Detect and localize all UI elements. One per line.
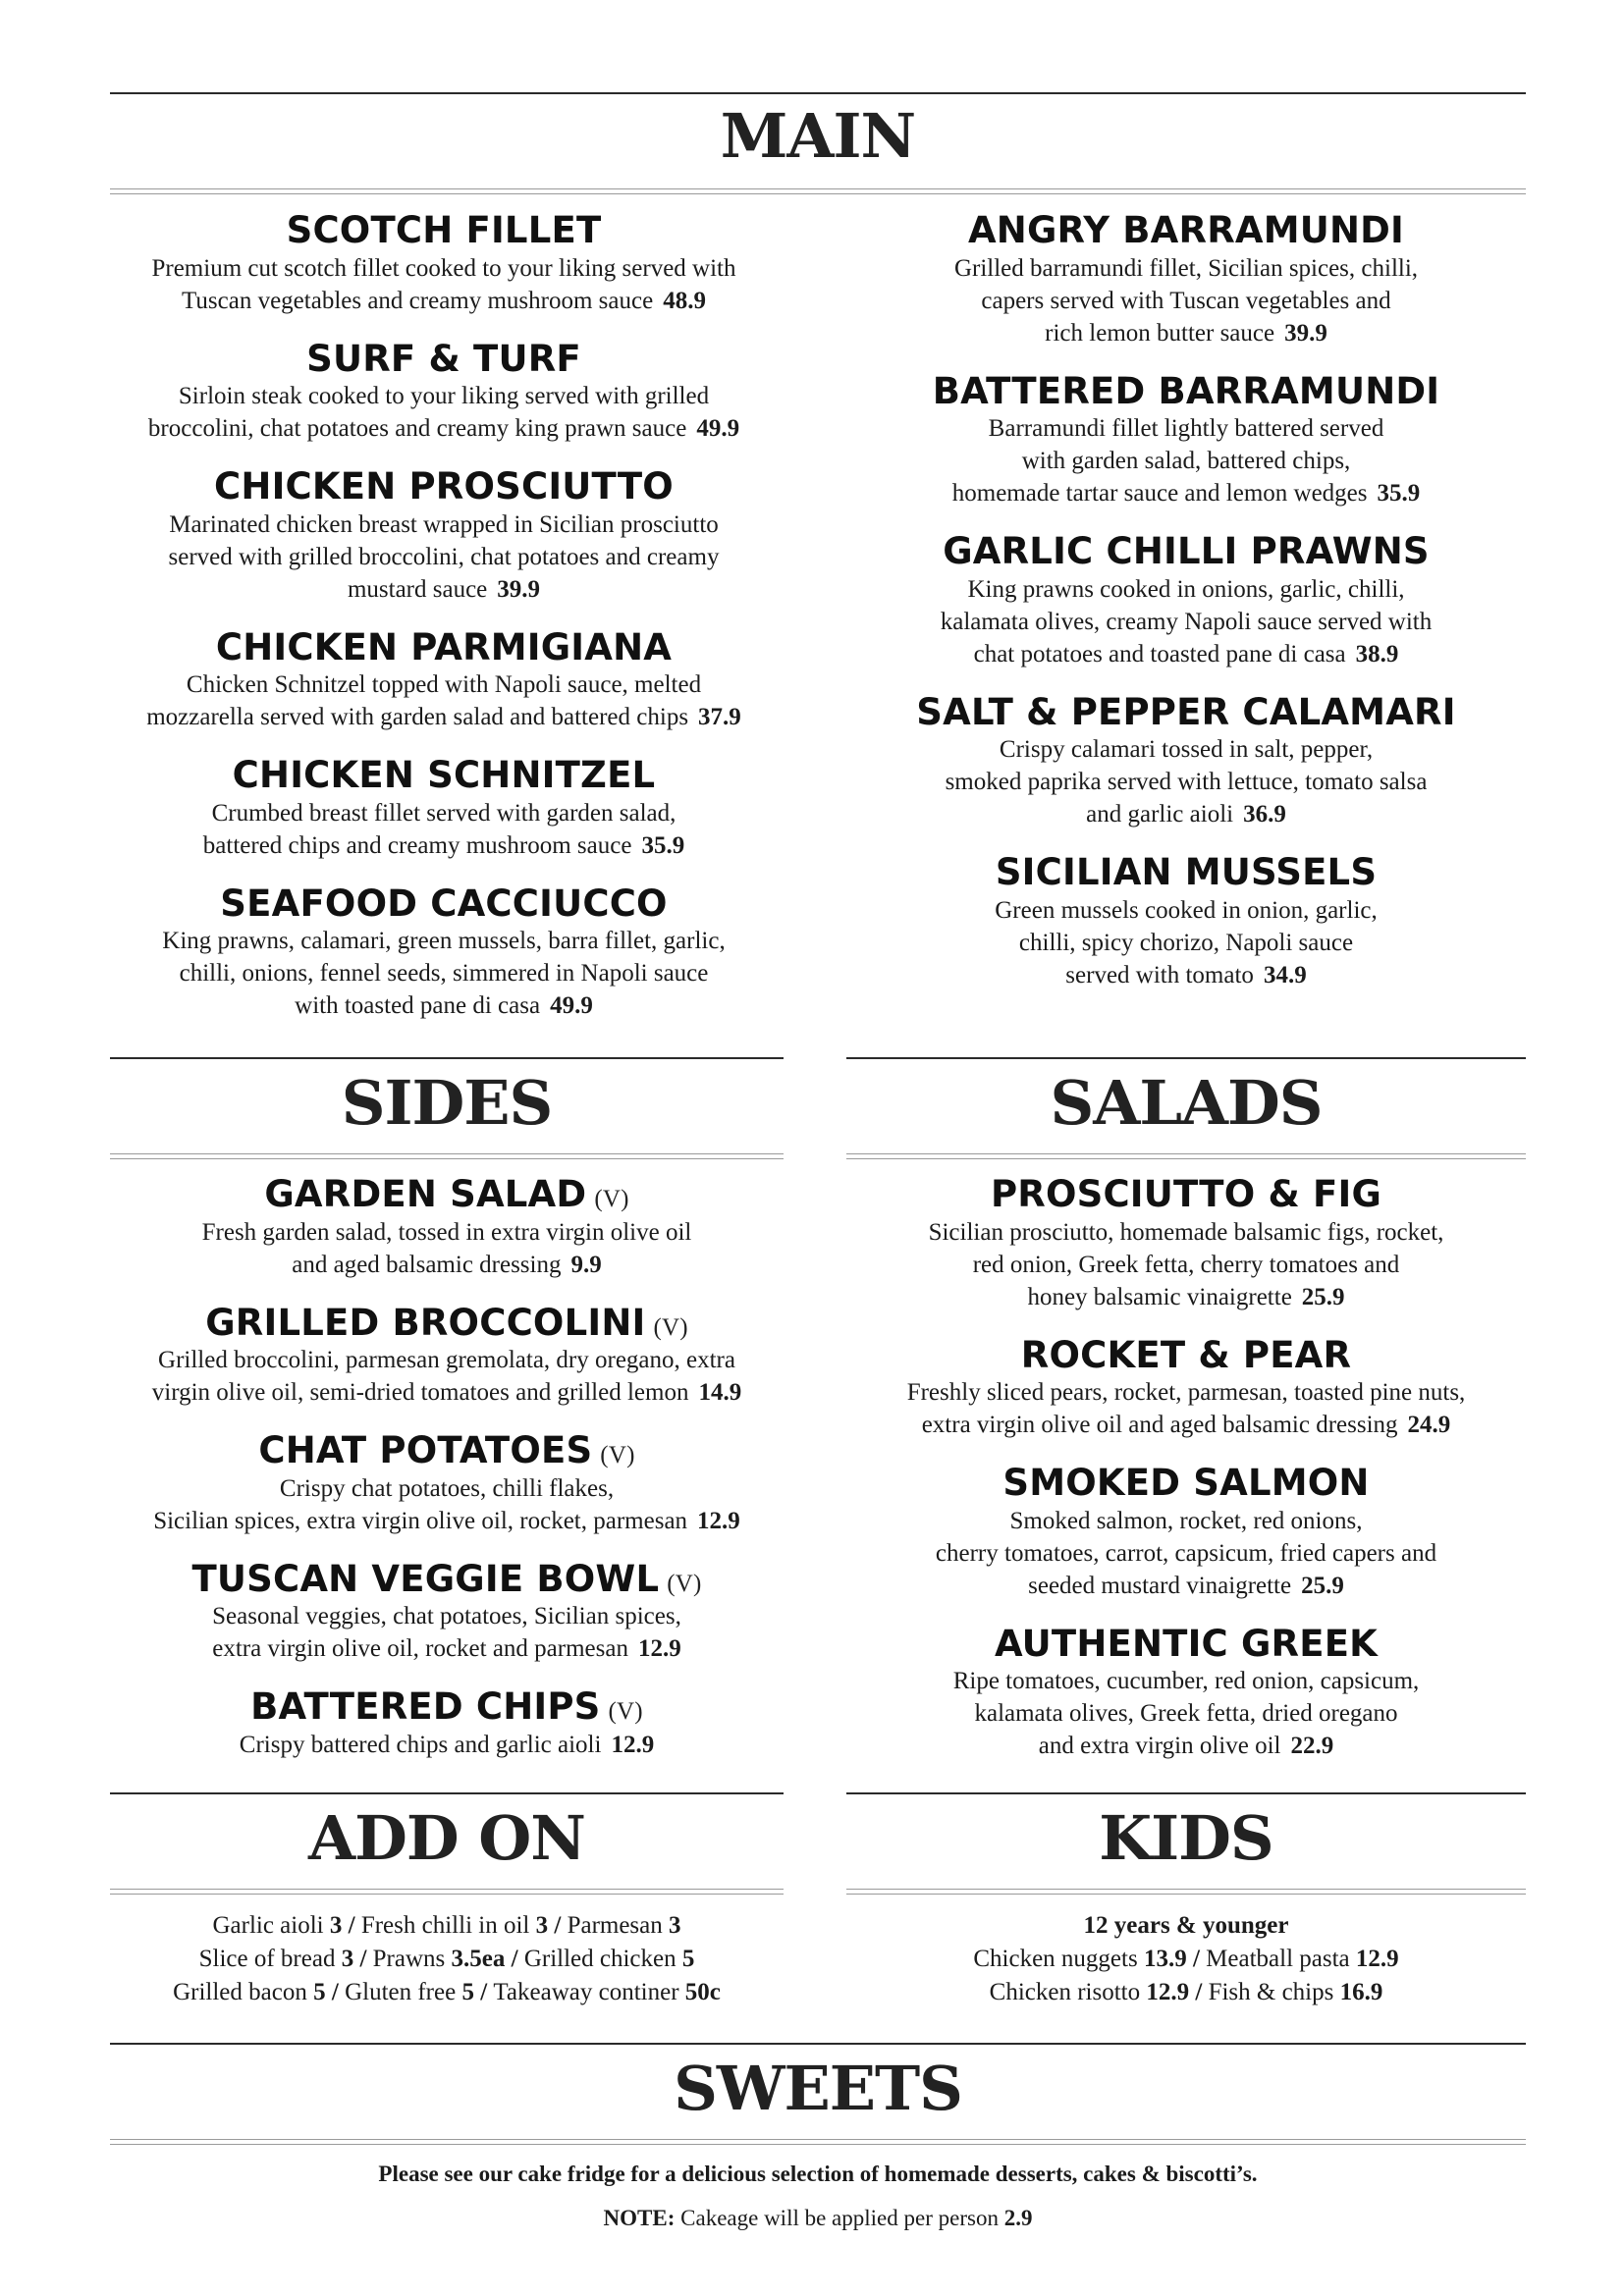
description-line <box>110 1344 784 1376</box>
item-name <box>846 531 1526 573</box>
description-text: red onion, Greek fetta, cherry tomatoes and <box>972 1251 1400 1278</box>
description-text: Ripe tomatoes, cucumber, red onion, capsicum, <box>952 1668 1420 1695</box>
description-line <box>846 1730 1526 1762</box>
addon-list <box>110 1909 784 2009</box>
description-line <box>110 989 778 1022</box>
item-description <box>110 925 778 1022</box>
description-text: Crispy battered chips and garlic aioli <box>239 1731 602 1758</box>
description-text: smoked paprika served with lettuce, tomato salsa <box>945 769 1428 796</box>
item-price: 39.9 <box>1284 319 1327 347</box>
description-line <box>110 252 778 285</box>
description-line <box>110 668 778 701</box>
description-line <box>846 894 1526 927</box>
salads-column <box>846 1174 1526 1762</box>
description-text: with garden salad, battered chips, <box>1021 448 1351 475</box>
item-price: 14.9 <box>698 1379 742 1407</box>
description-text: seeded mustard vinaigrette <box>1028 1572 1292 1599</box>
item-name-text: TUSCAN VEGGIE BOWL <box>191 1557 660 1600</box>
main-bottom-rule <box>110 188 1526 194</box>
option-price: 50c <box>684 1979 721 2005</box>
item-name-text: SICILIAN MUSSELS <box>995 851 1378 894</box>
option-label: Parmesan <box>567 1912 663 1939</box>
item-name <box>846 852 1526 894</box>
item-description <box>110 1472 784 1537</box>
separator: / <box>342 1912 361 1939</box>
description-text: Grilled barramundi fillet, Sicilian spices, chilli, <box>953 254 1419 282</box>
separator: / <box>353 1946 373 1972</box>
price-row <box>110 1943 784 1976</box>
main-right-column <box>846 210 1526 991</box>
addon-bottom-rule <box>110 1889 784 1895</box>
item-description <box>846 1376 1526 1441</box>
item-price: 35.9 <box>1377 480 1421 507</box>
description-text: Barramundi fillet lightly battered served <box>988 415 1384 443</box>
description-line <box>846 1537 1526 1570</box>
item-name-text: BATTERED CHIPS <box>250 1685 601 1729</box>
description-text: Crispy calamari tossed in salt, pepper, <box>999 736 1374 764</box>
item-name <box>110 339 778 381</box>
description-line <box>846 412 1526 445</box>
separator: / <box>1189 1979 1209 2005</box>
description-line <box>110 1376 784 1409</box>
item-price: 25.9 <box>1301 1572 1344 1599</box>
item-description <box>846 733 1526 830</box>
description-line <box>846 1281 1526 1313</box>
item-price: 34.9 <box>1263 961 1307 988</box>
description-text: and aged balsamic dressing <box>292 1251 562 1278</box>
description-text: cherry tomatoes, carrot, capsicum, fried capers and <box>935 1539 1437 1567</box>
item-name-text: CHICKEN PROSCIUTTO <box>214 465 674 508</box>
item-description <box>110 1216 784 1281</box>
menu-item <box>846 1335 1526 1442</box>
description-text: battered chips and creamy mushroom sauce <box>202 831 632 859</box>
item-description <box>110 1600 784 1665</box>
item-description <box>846 1505 1526 1602</box>
item-name-text: GARLIC CHILLI PRAWNS <box>943 530 1430 573</box>
addon-section <box>110 1792 784 1895</box>
sweets-title: SWEETS <box>674 2053 962 2124</box>
sweets-note <box>110 2158 1526 2191</box>
item-name-text: GARDEN SALAD <box>264 1173 587 1215</box>
description-text: rich lemon butter sauce <box>1045 319 1275 347</box>
vegetarian-badge: (V) <box>594 1186 629 1212</box>
description-line <box>846 573 1526 606</box>
description-line <box>846 1409 1526 1441</box>
description-line <box>110 1505 784 1537</box>
description-text: Grilled broccolini, parmesan gremolata, dry oregano, extra <box>158 1347 735 1374</box>
description-line <box>846 1665 1526 1697</box>
menu-item <box>846 531 1526 670</box>
item-price: 37.9 <box>698 704 741 731</box>
separator: / <box>548 1912 568 1939</box>
menu-item <box>110 210 778 317</box>
description-text: Crumbed breast fillet served with garden salad, <box>211 799 677 827</box>
item-name-text: ANGRY BARRAMUNDI <box>967 209 1405 251</box>
description-text: Sirloin steak cooked to your liking served with grilled <box>178 383 710 410</box>
kids-title: KIDS <box>1099 1802 1273 1874</box>
menu-item <box>110 1686 784 1761</box>
menu-item <box>846 1624 1526 1763</box>
menu-item <box>846 1463 1526 1602</box>
option-price: 12.9 <box>1146 1979 1190 2005</box>
option-label: Fresh chilli in oil <box>360 1912 530 1939</box>
description-text: King prawns cooked in onions, garlic, chilli, <box>967 575 1405 603</box>
description-line <box>846 766 1526 798</box>
description-text: and extra virgin olive oil <box>1038 1733 1281 1760</box>
menu-item <box>846 210 1526 349</box>
option-label: Garlic aioli <box>212 1912 324 1939</box>
description-text: Crispy chat potatoes, chilli flakes, <box>279 1474 615 1502</box>
description-text: capers served with Tuscan vegetables and <box>981 287 1391 314</box>
description-text: chilli, spicy chorizo, Napoli sauce <box>1018 929 1354 956</box>
option-label: Prawns <box>372 1946 446 1972</box>
item-name-text: SCOTCH FILLET <box>286 209 602 251</box>
description-line <box>110 701 778 733</box>
item-name-text: SALT & PEPPER CALAMARI <box>916 690 1456 733</box>
main-title: MAIN <box>720 100 916 172</box>
option-label: Slice of bread <box>198 1946 336 1972</box>
item-description <box>846 573 1526 670</box>
item-name-text: SURF & TURF <box>306 337 581 380</box>
option-label: Meatball pasta <box>1206 1946 1350 1972</box>
option-price: 16.9 <box>1339 1979 1383 2005</box>
description-text: homemade tartar sauce and lemon wedges <box>951 480 1368 507</box>
menu-item <box>110 1430 784 1537</box>
cakeage-note <box>110 2202 1526 2235</box>
item-name <box>846 692 1526 734</box>
item-price: 25.9 <box>1301 1283 1345 1310</box>
item-price: 49.9 <box>696 415 740 443</box>
sides-title: SIDES <box>341 1067 553 1139</box>
description-text: Sicilian prosciutto, homemade balsamic figs, rocket, <box>928 1218 1444 1246</box>
item-name-text: CHICKEN PARMIGIANA <box>215 625 673 668</box>
price-row <box>110 1909 784 1943</box>
vegetarian-badge: (V) <box>608 1698 643 1726</box>
item-name <box>846 1463 1526 1505</box>
item-name <box>110 210 778 252</box>
description-text: Smoked salmon, rocket, red onions, <box>1009 1507 1363 1534</box>
description-text: broccolini, chat potatoes and creamy king prawn sauce <box>147 415 687 443</box>
menu-item <box>110 1174 784 1281</box>
option-label: Chicken nuggets <box>973 1946 1138 1972</box>
cakeage-text: Cakeage will be applied per person <box>680 2206 999 2230</box>
menu-item <box>846 371 1526 510</box>
cakeage-price: 2.9 <box>1003 2206 1033 2230</box>
description-text: King prawns, calamari, green mussels, barra fillet, garlic, <box>162 928 726 955</box>
item-name-text: ROCKET & PEAR <box>1020 1333 1352 1376</box>
description-line <box>110 541 778 573</box>
item-name <box>110 755 778 797</box>
menu-item <box>110 1559 784 1666</box>
main-left-column <box>110 210 778 1022</box>
description-text: Chicken Schnitzel topped with Napoli sauce, melted <box>186 671 702 699</box>
vegetarian-badge: (V) <box>667 1570 702 1597</box>
item-name <box>846 1174 1526 1216</box>
description-line <box>846 1376 1526 1409</box>
item-price: 24.9 <box>1407 1412 1451 1439</box>
description-line <box>110 957 778 989</box>
item-name <box>846 1624 1526 1666</box>
description-line <box>846 477 1526 509</box>
item-name-text: SEAFOOD CACCIUCCO <box>220 881 668 925</box>
option-price: 5 <box>313 1979 326 2005</box>
description-line <box>110 508 778 541</box>
description-line <box>846 1249 1526 1281</box>
item-name <box>110 883 778 926</box>
option-label: Fish & chips <box>1208 1979 1334 2005</box>
separator: / <box>1186 1946 1207 1972</box>
menu-item <box>110 466 778 606</box>
sweets-section <box>110 2043 1526 2145</box>
menu-item <box>846 852 1526 991</box>
item-price: 48.9 <box>663 287 706 314</box>
item-description <box>110 380 778 445</box>
item-name-text: AUTHENTIC GREEK <box>994 1622 1379 1665</box>
sweets-note-text: Please see our cake fridge for a delicious selection of homemade desserts, cakes & biscotti’s. <box>378 2162 1258 2186</box>
description-line <box>846 317 1526 349</box>
option-price: 13.9 <box>1143 1946 1187 1972</box>
item-description <box>110 252 778 317</box>
sides-bottom-rule <box>110 1153 784 1159</box>
item-price: 12.9 <box>637 1635 681 1663</box>
item-description <box>846 412 1526 509</box>
kids-subtitle: 12 years & younger <box>1083 1912 1289 1939</box>
kids-section <box>846 1792 1526 1895</box>
description-line <box>846 606 1526 638</box>
item-name <box>110 627 778 669</box>
description-text: extra virgin olive oil, rocket and parmesan <box>212 1635 628 1663</box>
item-price: 12.9 <box>697 1507 740 1534</box>
item-description <box>846 1216 1526 1313</box>
description-text: with toasted pane di casa <box>295 992 541 1020</box>
item-name <box>110 1559 784 1601</box>
description-line <box>110 829 778 862</box>
item-description <box>846 1665 1526 1762</box>
description-text: served with tomato <box>1065 961 1254 988</box>
item-price: 39.9 <box>497 575 541 603</box>
description-text: Marinated chicken breast wrapped in Sicilian prosciutto <box>169 510 719 538</box>
description-line <box>110 412 778 445</box>
menu-item <box>846 692 1526 831</box>
item-name <box>110 1174 784 1216</box>
item-name-text: BATTERED BARRAMUNDI <box>932 369 1440 412</box>
option-price: 3.5ea <box>451 1946 506 1972</box>
description-text: Tuscan vegetables and creamy mushroom sauce <box>182 287 654 314</box>
separator: / <box>473 1979 494 2005</box>
item-name-text: SMOKED SALMON <box>1002 1462 1370 1505</box>
item-price: 38.9 <box>1355 640 1399 667</box>
description-line <box>110 380 778 412</box>
description-text: Fresh garden salad, tossed in extra virgin olive oil <box>201 1218 692 1246</box>
description-text: Green mussels cooked in onion, garlic, <box>995 896 1378 924</box>
description-text: kalamata olives, Greek fetta, dried oregano <box>974 1700 1398 1728</box>
item-name <box>846 1335 1526 1377</box>
description-line <box>110 1729 784 1761</box>
description-line <box>110 1600 784 1632</box>
item-price: 22.9 <box>1290 1733 1334 1760</box>
menu-item <box>846 1174 1526 1313</box>
option-price: 3 <box>535 1912 549 1939</box>
main-section <box>110 92 1526 194</box>
description-text: Seasonal veggies, chat potatoes, Sicilian spices, <box>212 1603 681 1630</box>
option-price: 3 <box>669 1912 681 1939</box>
option-price: 3 <box>341 1946 354 1972</box>
description-text: Sicilian spices, extra virgin olive oil, rocket, parmesan <box>153 1507 688 1534</box>
addon-title: ADD ON <box>308 1802 585 1874</box>
price-row <box>846 1943 1526 1976</box>
menu-item <box>110 1303 784 1410</box>
sides-column <box>110 1174 784 1761</box>
description-line <box>846 252 1526 285</box>
option-price: 5 <box>681 1946 695 1972</box>
menu-item <box>110 627 778 734</box>
description-text: kalamata olives, creamy Napoli sauce served with <box>940 608 1433 635</box>
description-text: served with grilled broccolini, chat potatoes and creamy <box>168 543 720 570</box>
description-text: Premium cut scotch fillet cooked to your liking served with <box>151 254 736 282</box>
sweets-bottom-rule <box>110 2139 1526 2145</box>
item-description <box>110 1729 784 1761</box>
description-text: mozzarella served with garden salad and battered chips <box>146 704 689 731</box>
item-description <box>846 894 1526 991</box>
item-name <box>110 466 778 508</box>
item-description <box>110 668 778 733</box>
salads-bottom-rule <box>846 1153 1526 1159</box>
description-line <box>110 1632 784 1665</box>
description-line <box>110 1472 784 1505</box>
option-label: Takeaway continer <box>493 1979 679 2005</box>
item-price: 35.9 <box>641 831 685 859</box>
description-line <box>846 1697 1526 1730</box>
description-line <box>110 573 778 606</box>
description-line <box>110 1216 784 1249</box>
description-line <box>846 798 1526 830</box>
item-description <box>110 508 778 606</box>
description-line <box>110 925 778 957</box>
price-row <box>846 1976 1526 2009</box>
description-line <box>846 927 1526 959</box>
item-name <box>846 210 1526 252</box>
item-name-text: PROSCIUTTO & FIG <box>990 1173 1382 1215</box>
salads-section <box>846 1057 1526 1159</box>
cakeage-label: NOTE: <box>603 2206 676 2230</box>
sides-section <box>110 1057 784 1159</box>
description-line <box>110 1249 784 1281</box>
description-text: extra virgin olive oil and aged balsamic dressing <box>921 1412 1398 1439</box>
price-row <box>110 1976 784 2009</box>
description-text: virgin olive oil, semi-dried tomatoes and grilled lemon <box>151 1379 689 1407</box>
item-name-text: CHAT POTATOES <box>258 1429 593 1472</box>
item-price: 9.9 <box>570 1251 602 1278</box>
item-price: 36.9 <box>1243 801 1286 828</box>
menu-item <box>110 339 778 446</box>
description-line <box>110 285 778 317</box>
option-price: 5 <box>461 1979 474 2005</box>
description-line <box>110 797 778 829</box>
description-line <box>846 638 1526 670</box>
description-text: chilli, onions, fennel seeds, simmered in Napoli sauce <box>179 960 709 988</box>
description-line <box>846 1570 1526 1602</box>
vegetarian-badge: (V) <box>600 1442 635 1469</box>
menu-item <box>110 883 778 1023</box>
item-name-text: CHICKEN SCHNITZEL <box>232 754 656 797</box>
kids-list <box>846 1909 1526 2009</box>
option-label: Grilled chicken <box>523 1946 677 1972</box>
kids-bottom-rule <box>846 1889 1526 1895</box>
description-line <box>846 733 1526 766</box>
description-text: and garlic aioli <box>1086 801 1234 828</box>
item-name <box>110 1430 784 1472</box>
description-line <box>846 1216 1526 1249</box>
option-price: 3 <box>329 1912 343 1939</box>
option-price: 12.9 <box>1355 1946 1399 1972</box>
menu-item <box>110 755 778 862</box>
item-description <box>110 1344 784 1409</box>
item-name <box>846 371 1526 413</box>
description-text: chat potatoes and toasted pane di casa <box>973 640 1346 667</box>
separator: / <box>325 1979 346 2005</box>
item-name-text: GRILLED BROCCOLINI <box>205 1301 646 1344</box>
item-price: 49.9 <box>550 992 593 1020</box>
item-price: 12.9 <box>611 1731 655 1758</box>
description-text: honey balsamic vinaigrette <box>1027 1283 1292 1310</box>
description-text: mustard sauce <box>347 575 488 603</box>
item-description <box>846 252 1526 349</box>
option-label: Gluten free <box>345 1979 457 2005</box>
vegetarian-badge: (V) <box>653 1313 688 1341</box>
option-label: Chicken risotto <box>989 1979 1141 2005</box>
item-name <box>110 1303 784 1345</box>
description-line <box>846 1505 1526 1537</box>
salads-title: SALADS <box>1050 1067 1323 1139</box>
description-line <box>846 959 1526 991</box>
description-line <box>846 445 1526 477</box>
item-name <box>110 1686 784 1729</box>
separator: / <box>505 1946 524 1972</box>
description-line <box>846 285 1526 317</box>
description-text: Freshly sliced pears, rocket, parmesan, toasted pine nuts, <box>906 1379 1466 1407</box>
option-label: Grilled bacon <box>173 1979 307 2005</box>
item-description <box>110 797 778 862</box>
